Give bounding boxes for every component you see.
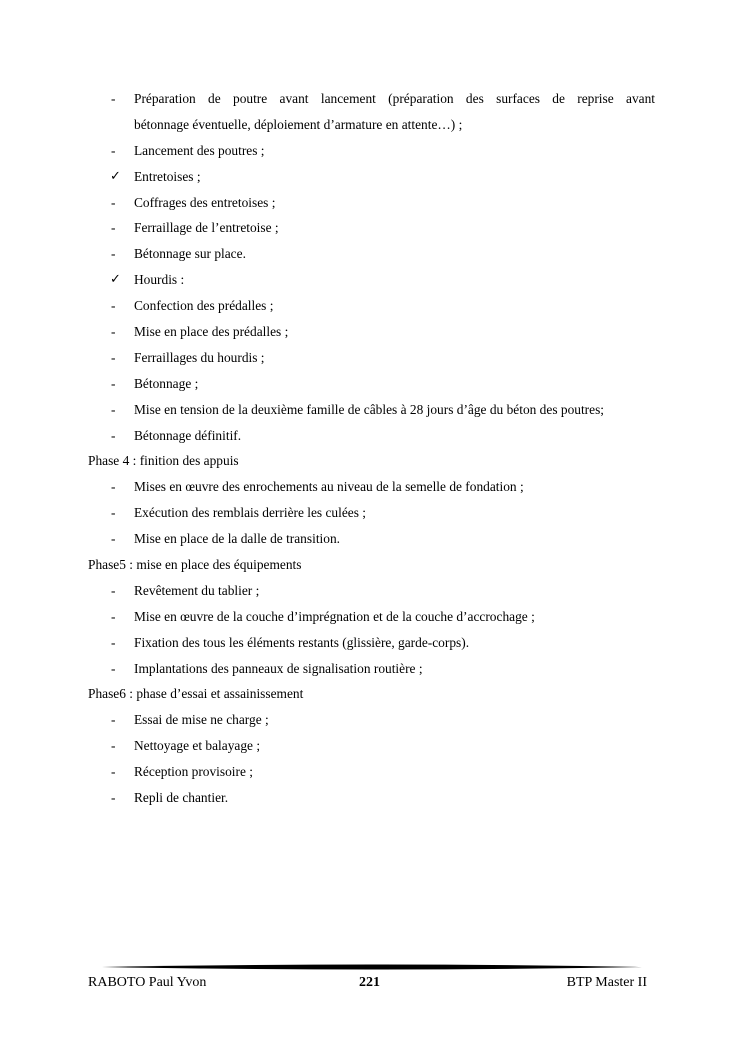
list-item-text: Essai de mise ne charge ; (134, 712, 269, 728)
list-item (0, 293, 745, 319)
dash-bullet: - (111, 790, 116, 806)
list-item (0, 345, 745, 371)
list-item-text: Bétonnage définitif. (134, 427, 242, 443)
list-item (0, 785, 745, 811)
list-item (0, 215, 745, 241)
heading-text: Phase5 : mise en place des équipements (88, 557, 302, 573)
list-item (0, 759, 745, 785)
list-item-text: Exécution des remblais derrière les culées ; (134, 505, 367, 521)
list-item-text: Coffrages des entretoises ; (134, 194, 276, 210)
dash-bullet: - (111, 608, 116, 624)
list-item (0, 371, 745, 397)
dash-bullet: - (111, 479, 116, 495)
list-item (0, 164, 745, 190)
section-heading (0, 552, 745, 578)
list-item-text: Confection des prédalles ; (134, 298, 274, 314)
list-item (0, 138, 745, 164)
dash-bullet: - (111, 194, 116, 210)
list-item-text: Implantations des panneaux de signalisation routière ; (134, 660, 423, 676)
dash-bullet: - (111, 531, 116, 547)
list-item-text: Nettoyage et balayage ; (134, 738, 261, 754)
footer-author: RABOTO Paul Yvon (88, 975, 207, 990)
checkmark-icon: ✓ (110, 168, 121, 184)
list-item (0, 397, 745, 423)
dash-bullet: - (111, 401, 116, 417)
list-item (0, 604, 745, 630)
list-item (0, 241, 745, 267)
list-item (0, 86, 745, 112)
list-item (0, 190, 745, 216)
list-item-text: Préparation de poutre avant lancement (préparation des surfaces de reprise avant (134, 91, 655, 106)
list-item-text: Réception provisoire ; (134, 764, 253, 780)
list-item (0, 423, 745, 449)
list-item (0, 630, 745, 656)
dash-bullet: - (111, 712, 116, 728)
footer-rule (102, 963, 642, 971)
dash-bullet: - (111, 246, 116, 262)
footer-degree: BTP Master II (566, 975, 647, 990)
dash-bullet: - (111, 764, 116, 780)
list-item-text: Mise en place de la dalle de transition. (134, 531, 340, 547)
list-item (0, 474, 745, 500)
list-item-text: Ferraillages du hourdis ; (134, 349, 265, 365)
dash-bullet: - (111, 375, 116, 391)
list-item-text: Mise en tension de la deuxième famille de câbles à 28 jours d’âge du béton des poutres; (134, 401, 605, 417)
list-item (0, 500, 745, 526)
dash-bullet: - (111, 298, 116, 314)
list-item (0, 578, 745, 604)
dash-bullet: - (111, 634, 116, 650)
list-item-text: Fixation des tous les éléments restants (glissière, garde-corps). (134, 634, 470, 650)
dash-bullet: - (111, 582, 116, 598)
section-heading (0, 448, 745, 474)
list-item (0, 526, 745, 552)
section-heading (0, 681, 745, 707)
list-item (0, 733, 745, 759)
list-item-text: Mise en œuvre de la couche d’imprégnation et de la couche d’accrochage ; (134, 608, 535, 624)
dash-bullet: - (111, 220, 116, 236)
list-item (0, 656, 745, 682)
list-item (0, 319, 745, 345)
dash-bullet: - (111, 142, 116, 158)
dash-bullet: - (111, 738, 116, 754)
dash-bullet: - (111, 349, 116, 365)
list-item-text: Revêtement du tablier ; (134, 582, 260, 598)
heading-text: Phase 4 : finition des appuis (88, 453, 239, 469)
list-item-text: Mises en œuvre des enrochements au niveau de la semelle de fondation ; (134, 479, 524, 495)
dash-bullet: - (111, 660, 116, 676)
list-item-text: bétonnage éventuelle, déploiement d’armature en attente…) ; (134, 116, 463, 132)
dash-bullet: - (111, 324, 116, 340)
dash-bullet: - (111, 505, 116, 521)
list-item-text: Ferraillage de l’entretoise ; (134, 220, 279, 236)
list-item-text: Lancement des poutres ; (134, 142, 265, 158)
list-item-text: Mise en place des prédalles ; (134, 324, 289, 340)
page-number: 221 (359, 975, 380, 990)
heading-text: Phase6 : phase d’essai et assainissement (88, 686, 304, 702)
list-item-text: Entretoises ; (134, 168, 201, 184)
list-item-text: Bétonnage ; (134, 375, 199, 391)
dash-bullet: - (111, 427, 116, 443)
checkmark-icon: ✓ (110, 272, 121, 288)
list-item (0, 267, 745, 293)
dash-bullet: - (111, 91, 116, 106)
list-item (0, 707, 745, 733)
list-item-text: Bétonnage sur place. (134, 246, 246, 262)
list-item-text: Repli de chantier. (134, 790, 229, 806)
list-item-text: Hourdis : (134, 272, 185, 288)
document-body (0, 86, 745, 811)
list-item (0, 112, 745, 138)
